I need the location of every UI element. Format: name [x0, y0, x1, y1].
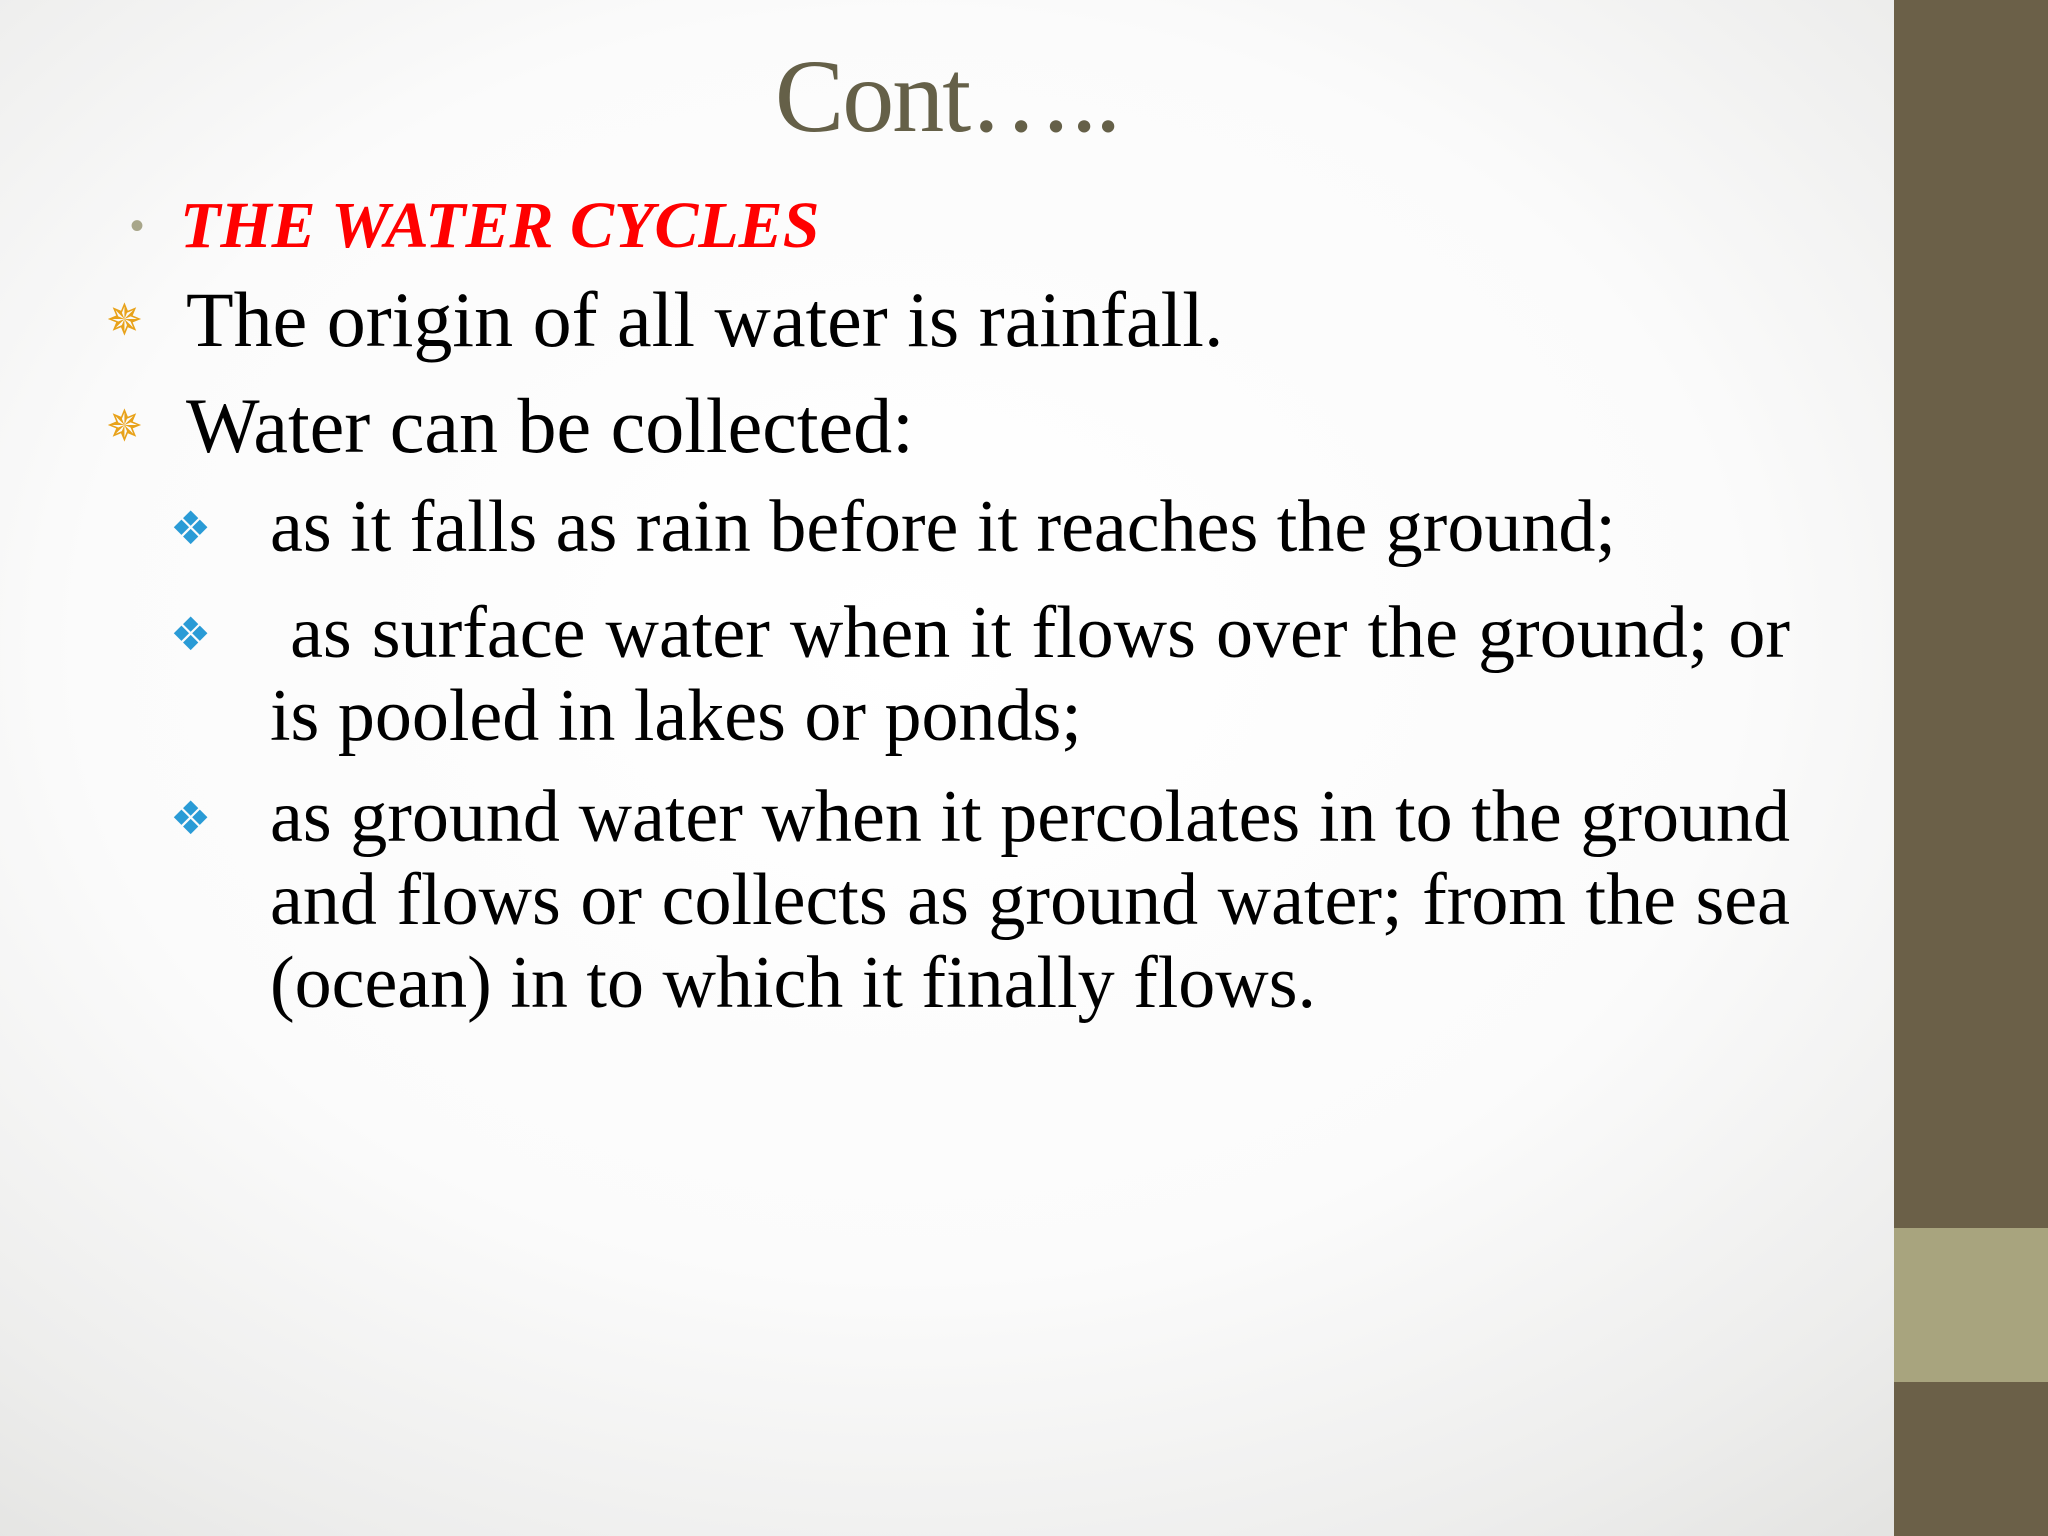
diamond-icon: ❖ — [170, 501, 212, 555]
side-accent-band — [1894, 1228, 2048, 1382]
star-icon: ✵ — [106, 400, 143, 452]
sub-bullet-text: as surface water when it flows over the ground; or is pooled in lakes or ponds; — [270, 592, 1790, 757]
star-icon: ✵ — [106, 294, 143, 346]
diamond-icon: ❖ — [170, 791, 212, 845]
sub-bullet-text: as it falls as rain before it reaches the ground; — [270, 486, 1616, 568]
section-heading — [130, 186, 819, 266]
heading-text: THE WATER CYCLES — [180, 189, 820, 262]
sub-bullet-item — [170, 592, 1790, 758]
bullet-text: The origin of all water is rainfall. — [186, 276, 1224, 363]
sub-bullet-text: as ground water when it percolates in to the ground and flows or collects as ground water; from the sea (ocean) in to which it finally flows. — [270, 776, 1790, 1024]
sub-bullet-item — [170, 776, 1790, 1025]
bullet-item — [106, 378, 914, 474]
dot-icon: • — [130, 203, 145, 248]
bullet-item — [106, 272, 1223, 368]
diamond-icon: ❖ — [170, 607, 212, 661]
sub-bullet-item — [170, 486, 1790, 570]
slide-title: Cont….. — [774, 39, 1120, 154]
bullet-text: Water can be collected: — [186, 382, 914, 469]
